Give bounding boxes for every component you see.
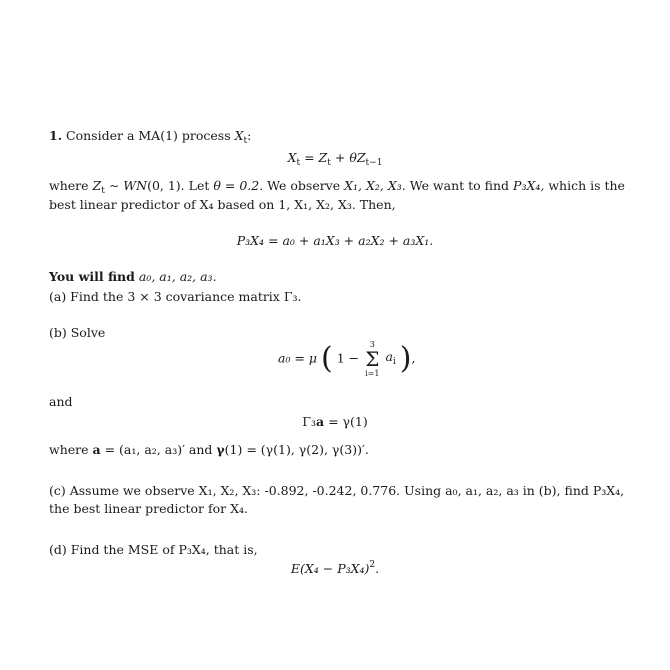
best-linear-line: best linear predictor of X₄ based on 1, X₁, X₂, X₃. Then, [49, 197, 396, 212]
process-variable: $X_t$ [234, 128, 248, 146]
ma1-equation: $X_t = Z_t + \theta Z_{t-1}$ [287, 150, 383, 168]
and-text: and [49, 394, 73, 409]
part-d: (d) Find the MSE of P₃X₄, that is, [49, 542, 258, 557]
problem-number: 1. [49, 128, 63, 143]
part-b-label: (b) Solve [49, 325, 106, 340]
problem-header [49, 128, 639, 147]
part-a: (a) Find the 3 × 3 covariance matrix Γ₃. [49, 289, 302, 304]
predictor-equation: P₃X₄ = a₀ + a₁X₃ + a₂X₂ + a₃X₁. [236, 233, 434, 248]
mse-equation: $E(X_4 - P_3X_4)^2$. [290, 560, 380, 576]
problem-intro: Consider a MA(1) process [66, 128, 231, 143]
find-line: You will find a₀, a₁, a₂, a₃. [49, 269, 217, 284]
summation-symbol: 3 Σ i=1 [365, 340, 380, 378]
colon: : [247, 128, 252, 143]
part-c-line-2: the best linear predictor for X₄. [49, 501, 248, 516]
where-a-line: where a = (a₁, a₂, a₃)′ and γ(1) = (γ(1), γ(2), γ(3))′. [49, 442, 369, 457]
where-line: where $Z_t$ ∼ WN(0, 1). Let θ = 0.2. We observe X₁, X₂, X₃. We want to find P₃X₄, which is the [49, 178, 625, 196]
part-c-line-1: (c) Assume we observe X₁, X₂, X₃: -0.892, -0.242, 0.776. Using a₀, a₁, a₂, a₃ in (b), find P₃X₄, [49, 483, 625, 498]
a0-equation: a₀ = μ ( 1 − 3 Σ i=1 $a_i$ ), [278, 340, 416, 378]
gamma-equation: Γ₃a = γ(1) [302, 414, 368, 429]
